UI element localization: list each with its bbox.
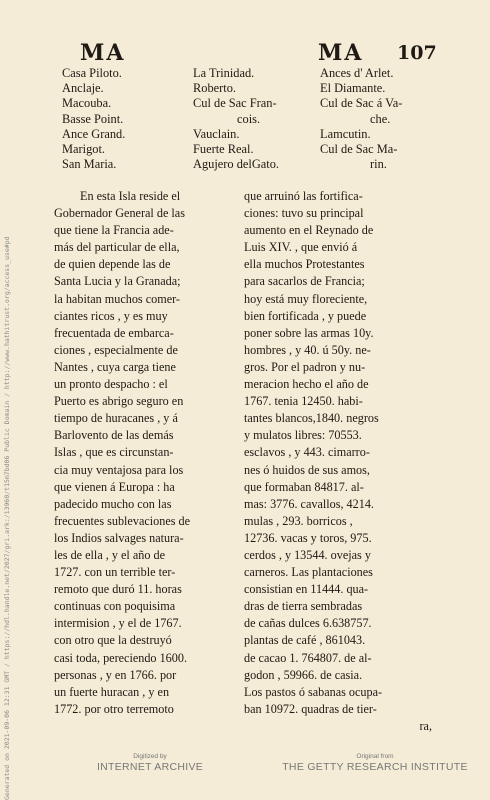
text-line: y mulatos libres: 70553. <box>244 428 362 443</box>
text-line: ra, <box>419 718 432 733</box>
list-item: rin. <box>370 157 387 172</box>
body-text-left-column <box>54 188 242 718</box>
text-line: Gobernador General de las <box>54 206 185 221</box>
text-line: ciones , especialmente de <box>54 342 178 357</box>
list-item: Fuerte Real. <box>193 142 254 157</box>
list-item: Anclaje. <box>62 81 104 96</box>
text-line: de cacao 1. 764807. de al- <box>244 650 372 665</box>
list-item: cois. <box>237 111 261 126</box>
text-line: consistian en 11444. qua- <box>244 582 369 597</box>
list-item: Roberto. <box>193 81 237 96</box>
text-line: Puerto es abrigo seguro en <box>54 394 184 409</box>
text-line: esclavos , y 443. cimarro- <box>244 445 370 460</box>
text-line: Santa Lucia y la Granada; <box>54 274 181 289</box>
text-line: de quien depende las de <box>54 257 171 272</box>
text-line: intermision , y el de 1767. <box>54 616 182 631</box>
getty-institute-text: THE GETTY RESEARCH INSTITUTE <box>282 761 468 773</box>
list-item: San Maria. <box>62 157 117 172</box>
text-line: plantas de café , 861043. <box>244 633 366 648</box>
text-line: En esta Isla reside el <box>80 189 181 203</box>
list-item: Cul de Sac Ma- <box>320 142 398 157</box>
text-line: cerdos , y 13544. ovejas y <box>244 547 371 562</box>
text-line: les de ella , y el año de <box>54 547 165 562</box>
text-line: ciantes ricos , y es muy <box>54 308 168 323</box>
footer-digitized-by <box>60 752 240 774</box>
text-line: un pronto despacho : el <box>54 377 168 392</box>
footer-left-caption: Digitized by <box>133 753 167 760</box>
list-item: che. <box>370 111 391 126</box>
text-line: un fuerte huracan , y en <box>54 684 170 699</box>
list-item: Vauclain. <box>193 126 240 141</box>
list-item: Lamcutin. <box>320 126 371 141</box>
text-line: cia muy ventajosa para los <box>54 462 184 477</box>
list-item: Ance Grand. <box>62 126 126 141</box>
footer-original-from <box>260 752 490 774</box>
text-line: carneros. Las plantaciones <box>244 565 373 580</box>
text-line: tantes blancos,1840. negros <box>244 411 379 426</box>
text-line: mas: 3776. cavallos, 4214. <box>244 496 374 511</box>
text-line: aumento en el Reynado de <box>244 223 374 238</box>
text-line: godon , 59966. de casia. <box>244 667 363 682</box>
list-item: Casa Piloto. <box>62 66 122 80</box>
body-text-right-column <box>244 188 432 735</box>
text-line: hombres , y 40. ú 50y. ne- <box>244 342 371 357</box>
running-head-right: MA <box>318 40 364 66</box>
text-line: para sacarlos de Francia; <box>244 274 365 289</box>
list-item: La Trinidad. <box>193 66 255 80</box>
internet-archive-logo-text: INTERNET ARCHIVE <box>96 761 204 773</box>
list-item: Marigot. <box>62 142 106 157</box>
hathitrust-watermark: Generated on 2021-09-06 12:31 GMT / https://hdl.handle.net/2027/gri.ark:/13960/t15m7bd06 Public Domain / http://www.hathitrust.org/access_use#pd <box>3 236 11 800</box>
text-line: tiempo de huracanes , y á <box>54 411 178 426</box>
text-line: casi toda, pereciendo 1600. <box>54 650 187 665</box>
text-line: los Indios salvages natura- <box>54 530 184 545</box>
text-line: Barlovento de las demás <box>54 428 174 443</box>
text-line: hoy está muy floreciente, <box>244 291 368 306</box>
text-line: Islas , que es circunstan- <box>54 445 174 460</box>
footer-right-caption: Original from <box>356 753 394 760</box>
text-line: 12736. vacas y toros, 975. <box>244 530 372 545</box>
text-line: más del particular de ella, <box>54 240 180 255</box>
text-line: de cañas dulces 6.638757. <box>244 616 372 631</box>
text-line: ciones: tuvo su principal <box>244 206 364 221</box>
list-item: Agujero delGato. <box>193 157 280 172</box>
text-line: remoto que duró 11. horas <box>54 582 182 597</box>
text-line: que vienen á Europa : ha <box>54 479 175 494</box>
text-line: dras de tierra sembradas <box>244 599 363 614</box>
text-line: gros. Por el padron y nu- <box>244 359 366 374</box>
text-line: que tiene la Francia ade- <box>54 223 174 238</box>
text-line: nes ó huidos de sus amos, <box>244 462 370 477</box>
text-line: bien fortificada , y puede <box>244 308 367 323</box>
place-list-col1 <box>62 66 125 172</box>
text-line: frecuentes sublevaciones de <box>54 513 191 528</box>
text-line: ban 10972. quadras de tier- <box>244 701 377 716</box>
text-line: meracion hecho el año de <box>244 377 369 392</box>
text-line: continuas con poquisima <box>54 599 176 614</box>
list-item: Ances d' Arlet. <box>320 66 394 80</box>
text-line: Nantes , cuya carga tiene <box>54 359 176 374</box>
text-line: Luis XIV. , que envió á <box>244 240 358 255</box>
place-list-col2 <box>193 66 279 172</box>
text-line: 1767. tenia 12450. habi- <box>244 394 363 409</box>
list-item: Macouba. <box>62 96 112 111</box>
text-line: padecido mucho con las <box>54 496 172 511</box>
text-line: mulas , 293. borricos , <box>244 513 353 528</box>
text-line: 1772. por otro terremoto <box>54 701 174 716</box>
place-list-col3 <box>320 66 402 172</box>
text-line: frecuentada de embarca- <box>54 325 174 340</box>
list-item: Cul de Sac á Va- <box>320 96 403 111</box>
list-item: Basse Point. <box>62 111 124 126</box>
text-line: poner sobre las armas 10y. <box>244 325 374 340</box>
text-line: que arruinó las fortifica- <box>244 189 363 203</box>
list-item: Cul de Sac Fran- <box>193 96 277 111</box>
text-line: Los pastos ó sabanas ocupa- <box>244 684 383 699</box>
text-line: 1727. con un terrible ter- <box>54 565 176 580</box>
text-line: con otro que la destruyó <box>54 633 172 648</box>
list-item: El Diamante. <box>320 81 386 96</box>
page-number: 107 <box>397 42 437 64</box>
text-line: personas , y en 1766. por <box>54 667 177 682</box>
running-head-left: MA <box>80 40 126 66</box>
text-line: ella muchos Protestantes <box>244 257 365 272</box>
text-line: la habitan muchos comer- <box>54 291 180 306</box>
text-line: que formaban 84817. al- <box>244 479 364 494</box>
